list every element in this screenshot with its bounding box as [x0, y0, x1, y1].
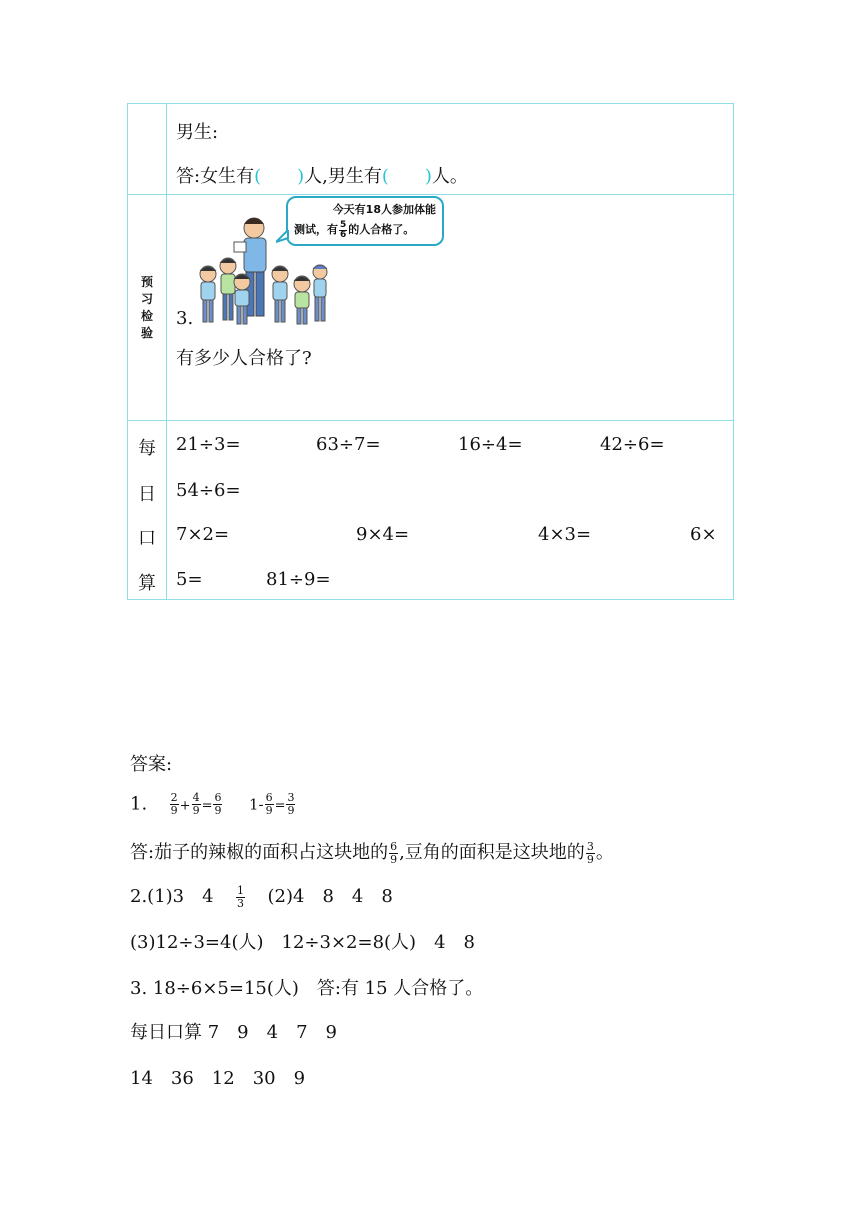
blank-paren-open-2: ( — [381, 166, 389, 187]
section-label-preview — [128, 274, 166, 342]
calc-item: 63÷7= — [316, 434, 381, 455]
bubble-line-2 — [294, 220, 436, 240]
label-char: 验 — [140, 326, 153, 340]
calc-item: 21÷3= — [176, 434, 241, 455]
fraction-numerator: 5 — [340, 219, 347, 230]
section-label-daily-char: 日 — [138, 484, 156, 505]
label-char: 检 — [140, 309, 153, 323]
calc-item: 9×4= — [356, 524, 410, 545]
label-char: 习 — [140, 292, 153, 306]
fraction — [192, 792, 201, 817]
fraction-numerator: 3 — [287, 791, 295, 804]
answers-title: 答案: — [130, 754, 173, 775]
calc-item: 16÷4= — [458, 434, 523, 455]
calc-item: 6× — [690, 524, 717, 545]
calc-item: 5= — [176, 569, 203, 590]
fraction-denominator: 9 — [287, 804, 295, 817]
answer-daily-2: 14 36 12 30 9 — [130, 1068, 306, 1089]
bubble-fraction — [339, 221, 347, 240]
operator: 1- — [248, 795, 264, 814]
worksheet-table — [127, 103, 734, 600]
problem-question: 有多少人合格了? — [176, 348, 312, 369]
section-label-daily-char: 算 — [138, 573, 156, 594]
fraction-denominator: 3 — [237, 896, 245, 910]
row-divider-2 — [128, 420, 733, 421]
fraction-numerator: 6 — [214, 791, 222, 804]
fraction-numerator: 6 — [265, 791, 273, 804]
answer-daily-1: 每日口算 7 9 4 7 9 — [130, 1022, 337, 1043]
answer-text: 答:茄子的辣椒的面积占这块地的 — [130, 842, 389, 863]
fraction — [265, 792, 274, 817]
bubble-text: 的人合格了。 — [348, 223, 415, 236]
fraction-numerator: 1 — [237, 883, 245, 897]
answer-1-formula — [130, 792, 296, 817]
fraction-numerator: 4 — [192, 791, 200, 804]
answer-text: ,豆角的面积是这块地的 — [399, 842, 585, 863]
boys-line: 男生: — [176, 122, 219, 143]
blank-paren-open-1: ( — [254, 166, 262, 187]
section-label-daily-char: 口 — [138, 528, 156, 549]
fraction-denominator: 9 — [390, 852, 398, 866]
answer-text: 。 — [595, 842, 614, 863]
fraction-denominator: 6 — [340, 229, 347, 240]
label-char: 预 — [140, 275, 153, 289]
answer-number: 1. — [130, 793, 148, 815]
problem-number: 3. — [176, 308, 194, 329]
row-divider-1 — [128, 194, 733, 195]
fraction-denominator: 9 — [192, 804, 200, 817]
fraction-numerator: 2 — [170, 791, 178, 804]
answer-text: 2.(1)3 4 — [130, 886, 214, 907]
answer-line — [176, 162, 468, 188]
fraction — [389, 841, 398, 866]
fraction — [213, 792, 222, 817]
operator: = — [274, 798, 286, 814]
fraction — [170, 792, 179, 817]
operator: + — [179, 798, 191, 814]
operator: = — [201, 798, 213, 814]
answer-2-line-2: (3)12÷3=4(人) 12÷3×2=8(人) 4 8 — [130, 932, 475, 953]
answer-3: 3. 18÷6×5=15(人) 答:有 15 人合格了。 — [130, 978, 484, 999]
calc-item: 7×2= — [176, 524, 230, 545]
calc-item: 81÷9= — [266, 569, 331, 590]
fraction — [236, 885, 245, 910]
blank-paren-close-2: ) — [424, 166, 432, 187]
column-divider — [166, 104, 167, 599]
calc-item: 42÷6= — [600, 434, 665, 455]
fraction — [586, 841, 595, 866]
answer-end: 人。 — [431, 166, 468, 187]
fraction — [286, 792, 295, 817]
fraction-denominator: 9 — [586, 852, 594, 866]
bubble-text: 测试，有 — [294, 223, 338, 236]
bubble-line-1: 今天有18人参加体能 — [332, 203, 436, 216]
fraction-numerator: 6 — [390, 839, 398, 853]
section-label-daily-char: 每 — [138, 438, 156, 459]
bubble-tail — [276, 230, 292, 244]
fraction-denominator: 9 — [170, 804, 178, 817]
fraction-denominator: 9 — [214, 804, 222, 817]
answer-2-line-1 — [130, 882, 393, 910]
answer-text: (2)4 8 4 8 — [267, 886, 393, 907]
answer-mid: 人,男生有 — [304, 166, 382, 187]
blank-paren-close-1: ) — [297, 166, 305, 187]
fraction-numerator: 3 — [586, 839, 594, 853]
answer-prefix: 答:女生有 — [176, 166, 255, 187]
fraction-denominator: 9 — [265, 804, 273, 817]
calc-item: 4×3= — [538, 524, 592, 545]
answer-1-text — [130, 838, 614, 866]
speech-bubble — [286, 196, 444, 246]
calc-item: 54÷6= — [176, 480, 241, 501]
